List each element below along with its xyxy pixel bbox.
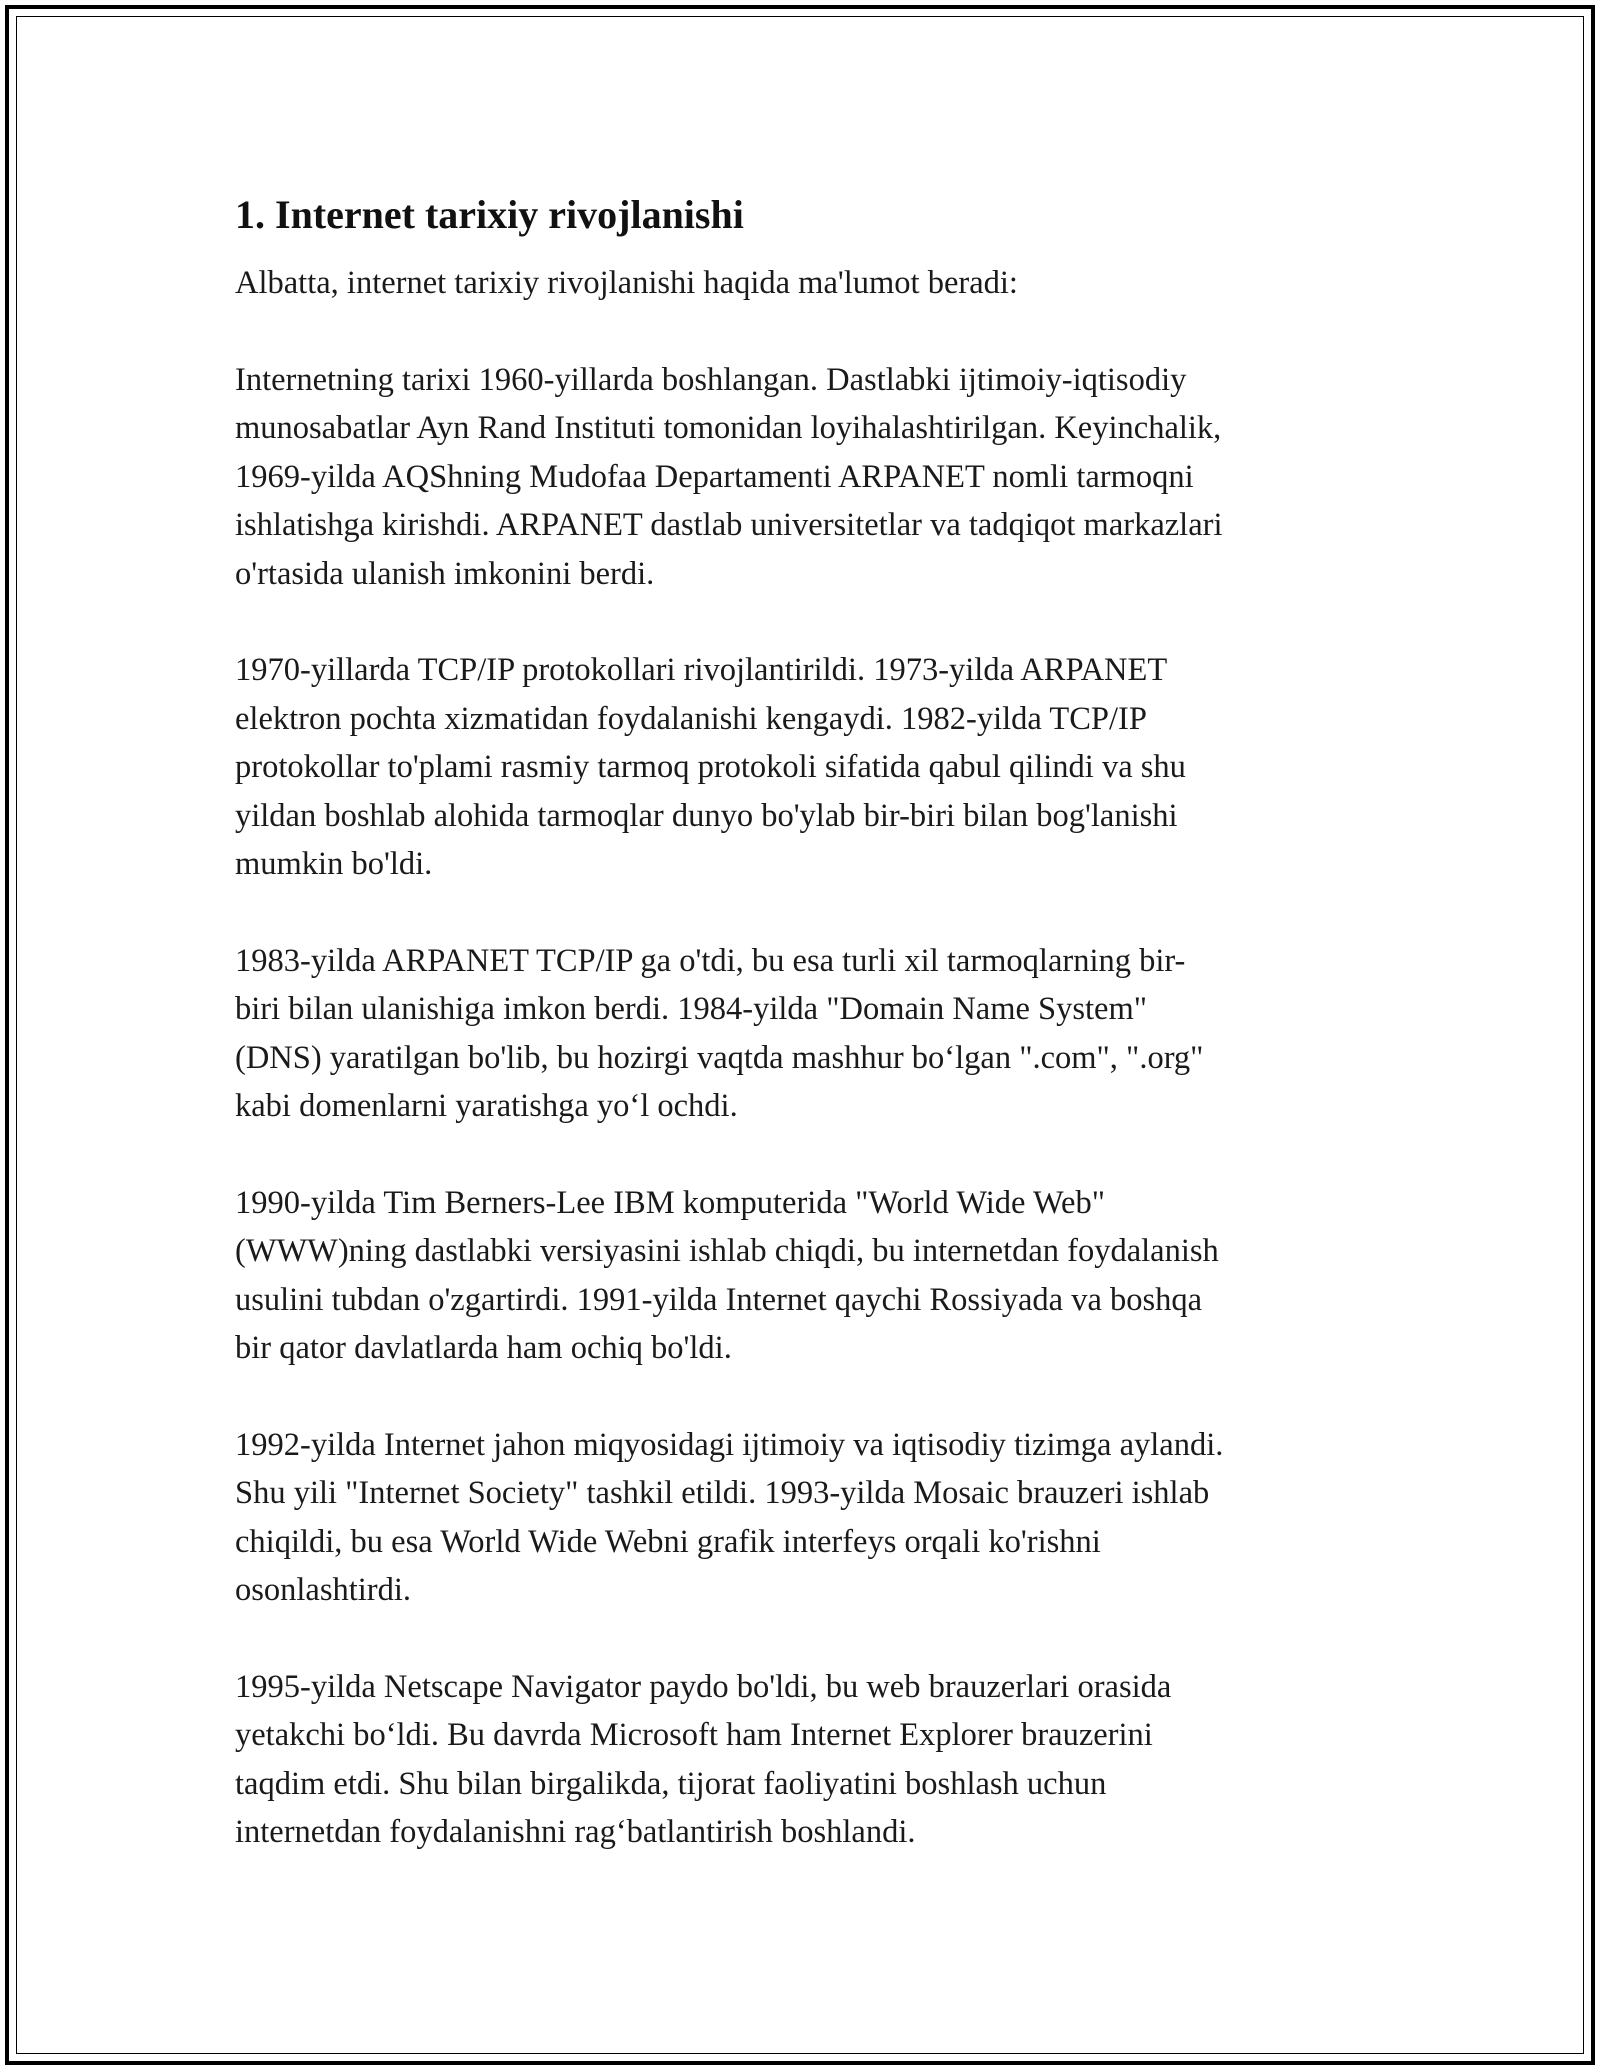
paragraph-intro: Albatta, internet tarixiy rivojlanishi haqida ma'lumot beradi: bbox=[235, 265, 1018, 301]
paragraph-1992: 1992-yilda Internet jahon miqyosidagi ijtimoiy va iqtisodiy tizimga aylandi. Shu yili "Internet Society" tashkil etildi. 1993-yilda Mosaic brauzeri ishlab chiqildi, bu esa World Wide Webni grafik interfeys orqali ko'rishni osonlashtirdi. bbox=[235, 1426, 1224, 1608]
paragraph-1970s: 1970-yillarda TCP/IP protokollari rivojlantirildi. 1973-yilda ARPANET elektron pochta xizmatidan foydalanishi kengaydi. 1982-yilda TCP/IP protokollar to'plami rasmiy tarmoq protokoli sifatida qabul qilindi va shu yildan boshlab alohida tarmoqlar dunyo bo'ylab bir-biri bilan bog'lanishi mumkin bo'ldi. bbox=[235, 652, 1186, 882]
paragraph-1983: 1983-yilda ARPANET TCP/IP ga o'tdi, bu esa turli xil tarmoqlarning bir- biri bilan ulanishiga imkon berdi. 1984-yilda "Domain Name System" (DNS) yaratilgan bo'lib, bu hozirgi vaqtda mashhur bo‘lgan ".com", ".org" kabi domenlarni yaratishga yo‘l ochdi. bbox=[235, 942, 1204, 1124]
paragraph-1995: 1995-yilda Netscape Navigator paydo bo'ldi, bu web brauzerlari orasida yetakchi bo‘ldi. Bu davrda Microsoft ham Internet Explorer brauzerini taqdim etdi. Shu bilan birgalikda, tijorat faoliyatini boshlash uchun internetdan foydalanishni rag‘batlantirish boshlandi. bbox=[235, 1668, 1172, 1850]
document-title: 1. Internet tarixiy rivojlanishi bbox=[235, 192, 744, 237]
document-body bbox=[235, 190, 1365, 1905]
paragraph-1960s: Internetning tarixi 1960-yillarda boshlangan. Dastlabki ijtimoiy-iqtisodiy munosabatlar Ayn Rand Instituti tomonidan loyihalashtirilgan. Keyinchalik, 1969-yilda AQShning Mudofaa Departamenti ARPANET nomli tarmoqni ishlatishga kirishdi. ARPANET dastlab universitetlar va tadqiqot markazlari o'rtasida ulanish imkonini berdi. bbox=[235, 361, 1223, 592]
paragraph-1990: 1990-yilda Tim Berners-Lee IBM komputerida "World Wide Web" (WWW)ning dastlabki versiyasini ishlab chiqdi, bu internetdan foydalanish usulini tubdan o'zgartirdi. 1991-yilda Internet qaychi Rossiyada va boshqa bir qator davlatlarda ham ochiq bo'ldi. bbox=[235, 1184, 1219, 1366]
